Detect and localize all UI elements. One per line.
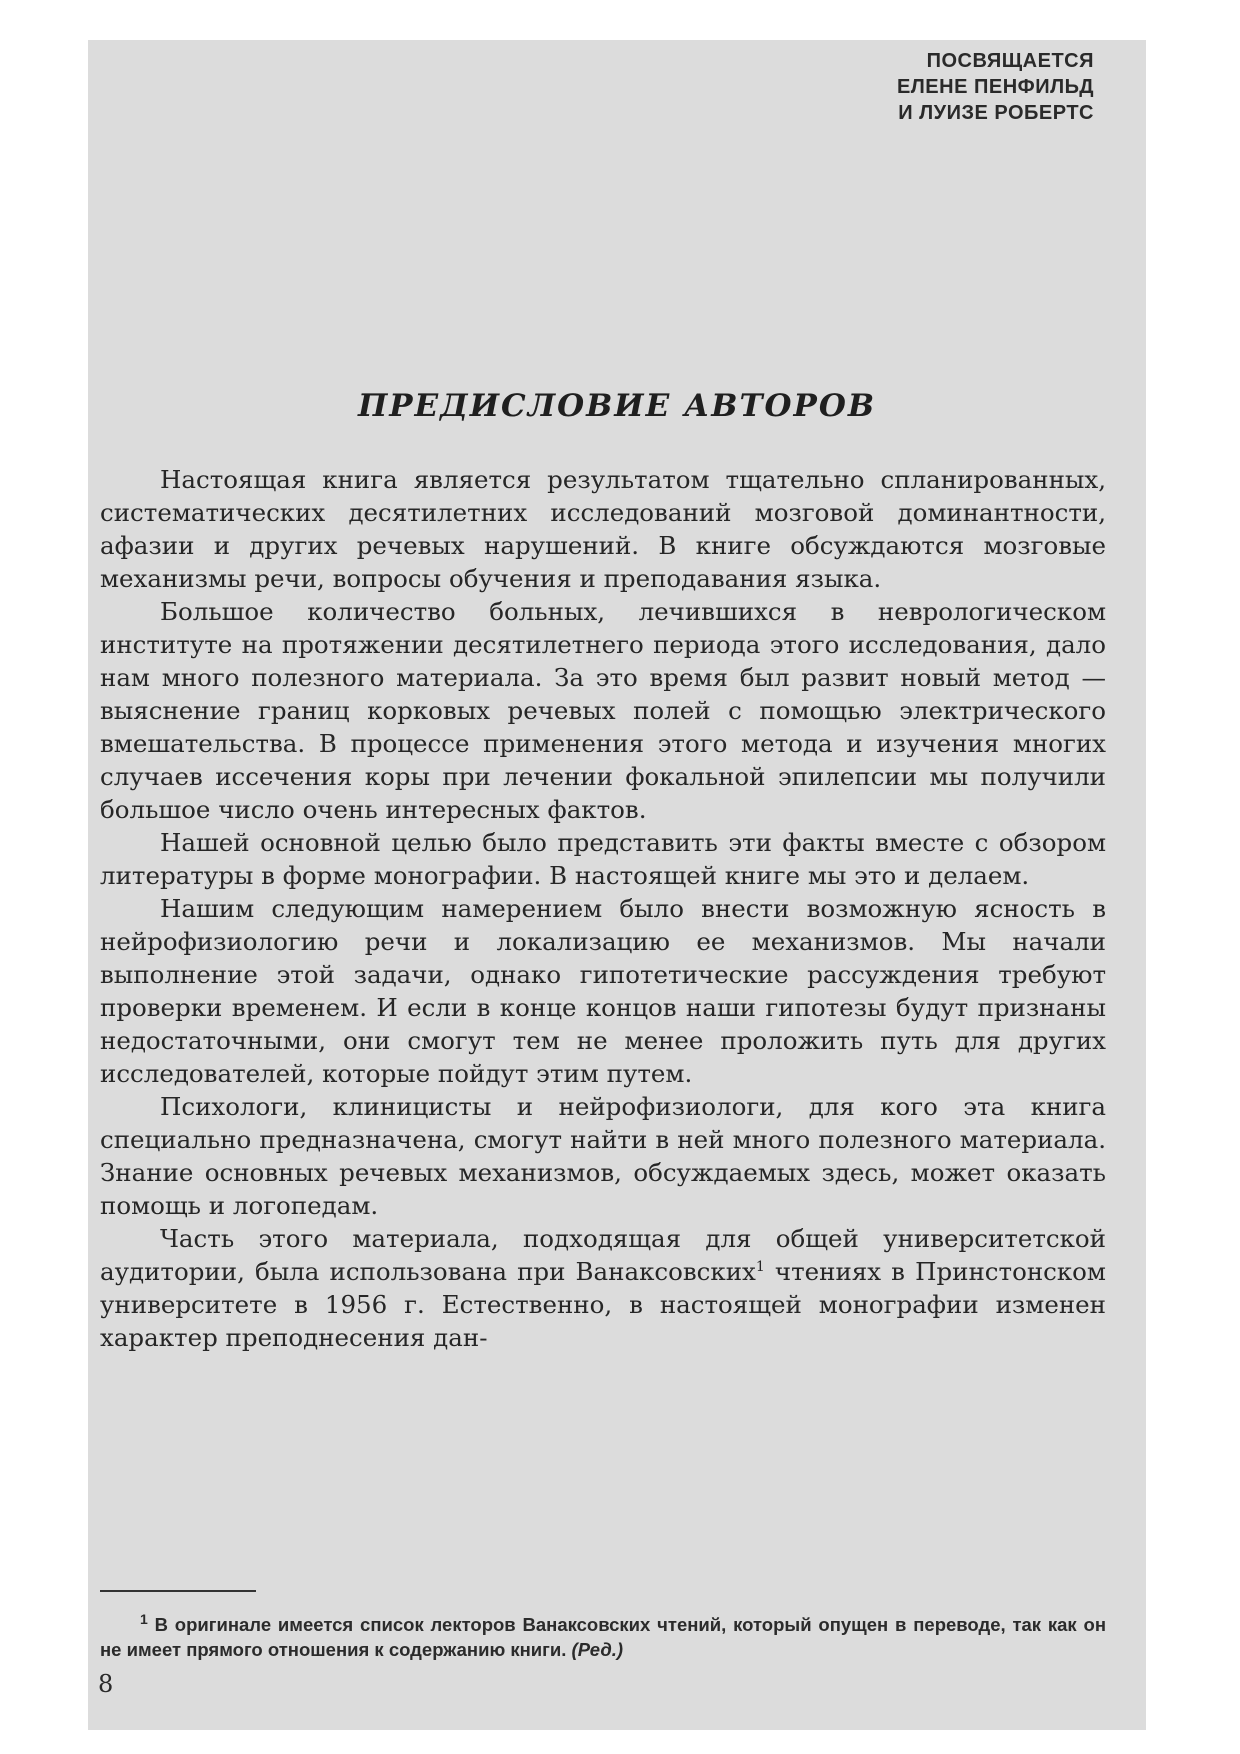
footnote-body <box>100 1612 1106 1662</box>
paragraph-1: Настоящая книга является результатом тщательно спланированных, систематических десятилетних исследований мозговой доминантности, афазии и других речевых нарушений. В книге обсуждаются мозговые механизмы речи, вопросы обучения и преподавания языка. <box>100 465 1106 593</box>
footnote <box>100 1612 1106 1662</box>
paragraph-3: Нашей основной целью было представить эти факты вместе с обзором литературы в форме монографии. В настоящей книге мы это и делаем. <box>100 828 1106 890</box>
paragraph-4: Нашим следующим намерением было внести возможную ясность в нейрофизиологию речи и локализацию ее механизмов. Мы начали выполнение этой задачи, однако гипотетические рассуждения требуют проверки временем. И если в конце концов наши гипотезы будут признаны недостаточными, они смогут тем не менее проложить путь для других исследователей, которые пойдут этим путем. <box>100 894 1106 1088</box>
footnote-text: В оригинале имеется список лекторов Ванаксовских чтений, который опущен в переводе, так как он не имеет прямого отношения к содержанию книги. <box>100 1614 1106 1660</box>
page-title: ПРЕДИСЛОВИЕ АВТОРОВ <box>357 388 877 424</box>
dedication-line-2: ЕЛЕНЕ ПЕНФИЛЬД <box>896 76 1094 98</box>
footnote-reference[interactable]: 1 <box>755 1258 765 1275</box>
body-text <box>100 463 1106 1354</box>
dedication <box>897 48 1094 126</box>
paragraph-6 <box>100 1222 1106 1354</box>
dedication-line-3: И ЛУИЗЕ РОБЕРТС <box>898 102 1094 124</box>
footnote-editor-note: (Ред.) <box>571 1639 624 1660</box>
footnote-divider <box>100 1590 256 1592</box>
footnote-mark: 1 <box>140 1610 148 1627</box>
dedication-line-1: ПОСВЯЩАЕТСЯ <box>926 50 1094 72</box>
paragraph-6-end: чтениях в Принстонском университете в 1956 г. Естественно, в настоящей монографии изменен характер преподнесения дан- <box>100 1257 1106 1352</box>
paragraph-2: Большое количество больных, лечившихся в неврологическом институте на протяжении десятилетнего периода этого исследования, дало нам много полезного материала. За это время был развит новый метод — выяснение границ корковых речевых полей с помощью электрического вмешательства. В процессе применения этого метода и изучения многих случаев иссечения коры при лечении фокальной эпилепсии мы получили большое число очень интересных фактов. <box>100 597 1106 824</box>
scanned-page <box>88 40 1146 1730</box>
paragraph-6-start: Часть этого материала, подходящая для общей университетской аудитории, была использована при Ванаксовских <box>100 1224 1106 1286</box>
page-number: 8 <box>98 1670 114 1698</box>
paragraph-5: Психологи, клиницисты и нейрофизиологи, для кого эта книга специально предназначена, смогут найти в ней много полезного материала. Знание основных речевых механизмов, обсуждаемых здесь, может оказать помощь и логопедам. <box>100 1092 1106 1220</box>
